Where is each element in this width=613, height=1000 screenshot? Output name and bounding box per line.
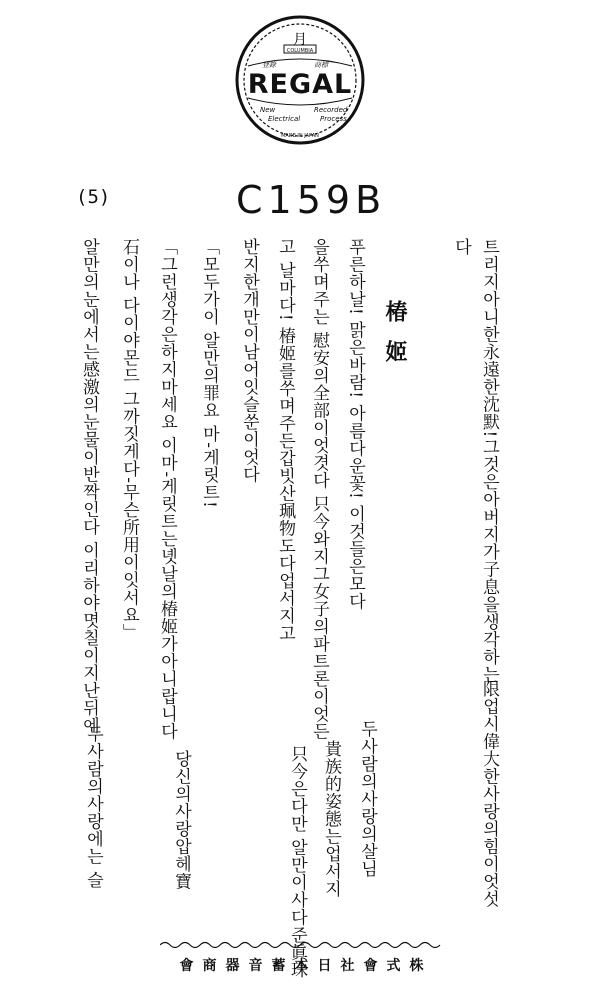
text-column: 「모두가이 알만의罪요 마-게릿트!	[199, 238, 219, 509]
text-column: 石이나 다이야몬드 그까짓게다-무슨所用이잇서요」	[119, 238, 139, 642]
text-column: 푸른하날! 맑은바람! 아름다운꽃! 이것들은모다	[345, 238, 365, 611]
regal-logo	[234, 14, 366, 146]
logo-bottom-text: MADE IN JAPAN	[281, 133, 319, 139]
text-column: 限업시偉大한사랑의힘이엇섯	[479, 680, 499, 908]
text-column: 두사람의사랑의살님	[357, 720, 377, 878]
logo-left-top-text: 登錄	[262, 61, 276, 69]
text-column: 을쑤며주는 慰安의全部이엇겻다 只今와지그女子의파트론이엇든	[309, 238, 329, 740]
decorative-wavy-rule	[160, 938, 445, 952]
logo-left-bottom-text-2: Electrical	[268, 115, 301, 123]
text-column: 「그런생각은하지마세요 이마-게릿트는녯날의椿姬가아니랍니다	[157, 238, 177, 741]
record-catalog-id: C159B	[236, 178, 387, 222]
text-column: 반지한개만이남어잇슬쑨이엇다	[239, 238, 259, 483]
text-column: 只今은다만 알만이사다준眞珠	[287, 745, 307, 979]
logo-right-top-text: 商標	[314, 61, 328, 69]
svg-text:月: 月	[293, 32, 307, 48]
logo-badge-text: COLUMBIA	[286, 48, 314, 54]
text-column: 다	[451, 238, 471, 256]
logo-left-bottom-text-1: New	[260, 106, 276, 114]
text-column: 두사람의사랑에는 슬	[83, 725, 103, 889]
logo-right-bottom-text-2: Process	[320, 115, 347, 123]
text-column: 당신의사랑압헤寶	[171, 750, 191, 890]
text-column: 트리지아니한永遠한沈默!그것은아버지가子息을생각하는	[479, 238, 499, 683]
logo-brand-text: REGAL	[247, 69, 353, 100]
script-title: 椿姬	[382, 300, 408, 380]
logo-right-bottom-text-1: Recorded	[314, 106, 348, 114]
text-column: 알만의눈에서는感激의눈물이반짝인다 이리하야몃칠이지난뒤에	[79, 238, 99, 734]
page-number: (5)	[76, 186, 111, 208]
publisher-company-name: 會商器音蓄本日社會式株	[179, 958, 433, 974]
text-column: 고 날마다! 椿姬를쑤며주든갑빗산珮物도다업서지고	[275, 238, 295, 643]
text-column: 貴族的姿態는업서지	[321, 740, 341, 898]
